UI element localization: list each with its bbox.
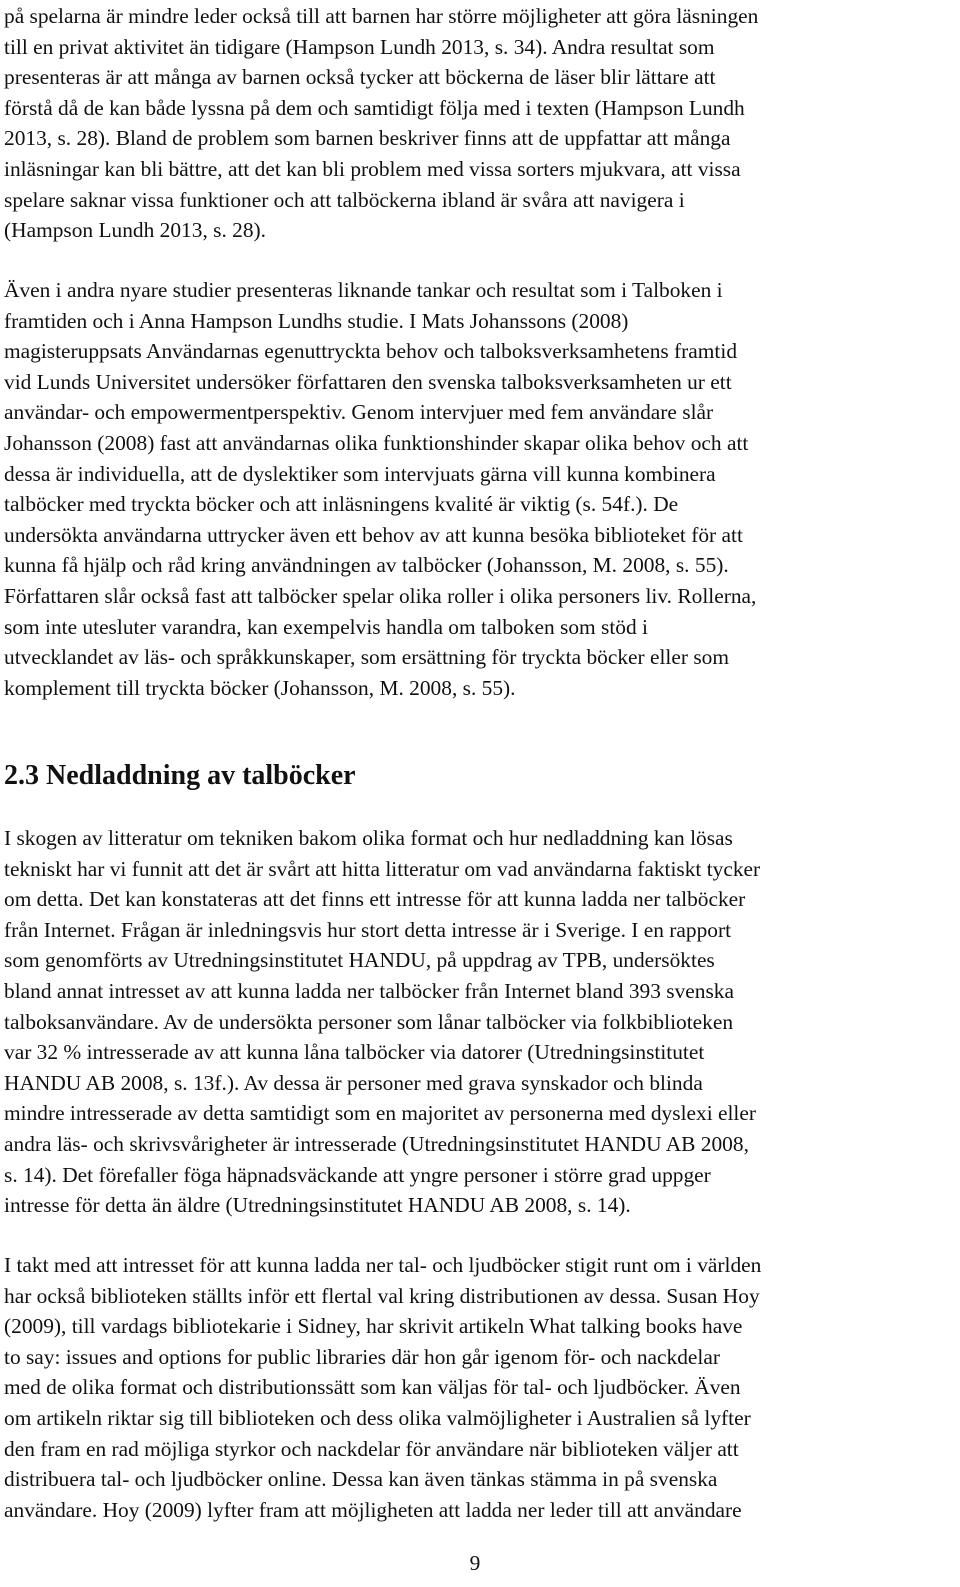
text-line: var 32 % intresserade av att kunna låna talböcker via datorer (Utredningsinstitutet <box>4 1040 705 1065</box>
text-line: talboksanvändare. Av de undersökta personer som lånar talböcker via folkbiblioteken <box>4 1009 734 1034</box>
text-line: andra läs- och skrivsvårigheter är intresserade (Utredningsinstitutet HANDU AB 2008, <box>4 1131 749 1156</box>
text-line: s. 14). Det förefaller föga häpnadsväckande att yngre personer i större grad uppger <box>4 1162 711 1187</box>
text-line: presenteras är att många av barnen också tycker att böckerna de läser blir lättare att <box>4 65 716 90</box>
text-line: distribuera tal- och ljudböcker online. Dessa kan även tänkas stämma in på svenska <box>4 1467 718 1492</box>
text-line: (Hampson Lundh 2013, s. 28). <box>4 218 267 243</box>
paragraph-johansson <box>4 275 954 703</box>
text-line: to say: issues and options for public libraries där hon går igenom för- och nackdelar <box>4 1344 720 1369</box>
text-line: förstå då de kan både lyssna på dem och samtidigt följa med i texten (Hampson Lundh <box>4 95 745 120</box>
text-line: med de olika format och distributionssätt som kan väljas för tal- och ljudböcker. Även <box>4 1375 741 1400</box>
text-line: HANDU AB 2008, s. 13f.). Av dessa är personer med grava synskador och blinda <box>4 1070 703 1095</box>
text-line: som inte utesluter varandra, kan exempelvis handla om talboken som stöd i <box>4 614 648 639</box>
text-line: tekniskt har vi funnit att det är svårt att hitta litteratur om vad användarna faktiskt tycker <box>4 856 761 881</box>
text-line: till en privat aktivitet än tidigare (Hampson Lundh 2013, s. 34). Andra resultat som <box>4 34 715 59</box>
text-line: har också biblioteken ställts inför ett flertal val kring distributionen av dessa. Susan Hoy <box>4 1283 760 1308</box>
text-line: spelare saknar vissa funktioner och att talböckerna ibland är svåra att navigera i <box>4 187 685 212</box>
text-line: om artikeln riktar sig till biblioteken och dess olika valmöjligheter i Australien så lyfter <box>4 1405 751 1430</box>
text-line: användare. Hoy (2009) lyfter fram att möjligheten att ladda ner leder till att användare <box>4 1497 742 1522</box>
paragraph-download-interest <box>4 823 954 1221</box>
text-line: bland annat intresset av att kunna ladda ner talböcker från Internet bland 393 svenska <box>4 978 734 1003</box>
text-line: talböcker med tryckta böcker och att inläsningens kvalité är viktig (s. 54f.). De <box>4 492 679 517</box>
text-line: dessa är individuella, att de dyslektiker som intervjuats gärna vill kunna kombinera <box>4 461 716 486</box>
text-line: 2013, s. 28). Bland de problem som barnen beskriver finns att de uppfattar att många <box>4 126 731 151</box>
text-line: den fram en rad möjliga styrkor och nackdelar för användare när biblioteken väljer att <box>4 1436 739 1461</box>
text-line: på spelarna är mindre leder också till att barnen har större möjligheter att göra läsningen <box>4 4 759 28</box>
section-heading: 2.3 Nedladdning av talböcker <box>4 760 356 791</box>
text-line: framtiden och i Anna Hampson Lundhs studie. I Mats Johanssons (2008) <box>4 308 629 333</box>
text-line: Även i andra nyare studier presenteras liknande tankar och resultat som i Talboken i <box>4 278 723 302</box>
paragraph-hoy <box>4 1250 954 1525</box>
text-line: om detta. Det kan konstateras att det finns ett intresse för att kunna ladda ner talböcker <box>4 887 746 912</box>
text-line: intresse för detta än äldre (Utredningsinstitutet HANDU AB 2008, s. 14). <box>4 1193 631 1218</box>
page-number: 9 <box>469 1551 481 1575</box>
text-line: inläsningar kan bli bättre, att det kan bli problem med vissa sorters mjukvara, att vissa <box>4 156 741 181</box>
text-line: komplement till tryckta böcker (Johansson, M. 2008, s. 55). <box>4 675 516 700</box>
text-line: Författaren slår också fast att talböcker spelar olika roller i olika personers liv. Rollerna, <box>4 583 757 608</box>
text-line: magisteruppsats Användarnas egenuttryckta behov och talboksverksamhetens framtid <box>4 339 738 364</box>
text-line: vid Lunds Universitet undersöker författaren den svenska talboksverksamheten ur ett <box>4 369 732 394</box>
text-line: kunna få hjälp och råd kring användningen av talböcker (Johansson, M. 2008, s. 55). <box>4 553 729 578</box>
text-line: (2009), till vardags bibliotekarie i Sidney, har skrivit artikeln What talking books have <box>4 1314 743 1339</box>
text-line: I skogen av litteratur om tekniken bakom olika format och hur nedladdning kan lösas <box>4 826 733 850</box>
text-line: från Internet. Frågan är inledningsvis hur stort detta intresse är i Sverige. I en rapport <box>4 917 732 942</box>
text-line: undersökta användarna uttrycker även ett behov av att kunna besöka biblioteket för att <box>4 522 743 547</box>
text-line: I takt med att intresset för att kunna ladda ner tal- och ljudböcker stigit runt om i världen <box>4 1253 762 1277</box>
text-line: som genomförts av Utredningsinstitutet HANDU, på uppdrag av TPB, undersöktes <box>4 948 715 973</box>
paragraph-intro <box>4 1 954 246</box>
text-line: utvecklandet av läs- och språkkunskaper, som ersättning för tryckta böcker eller som <box>4 645 729 670</box>
text-line: mindre intresserade av detta samtidigt som en majoritet av personerna med dyslexi eller <box>4 1101 756 1126</box>
text-line: Johansson (2008) fast att användarnas olika funktionshinder skapar olika behov och att <box>4 430 749 455</box>
text-line: användar- och empowermentperspektiv. Genom intervjuer med fem användare slår <box>4 400 714 425</box>
